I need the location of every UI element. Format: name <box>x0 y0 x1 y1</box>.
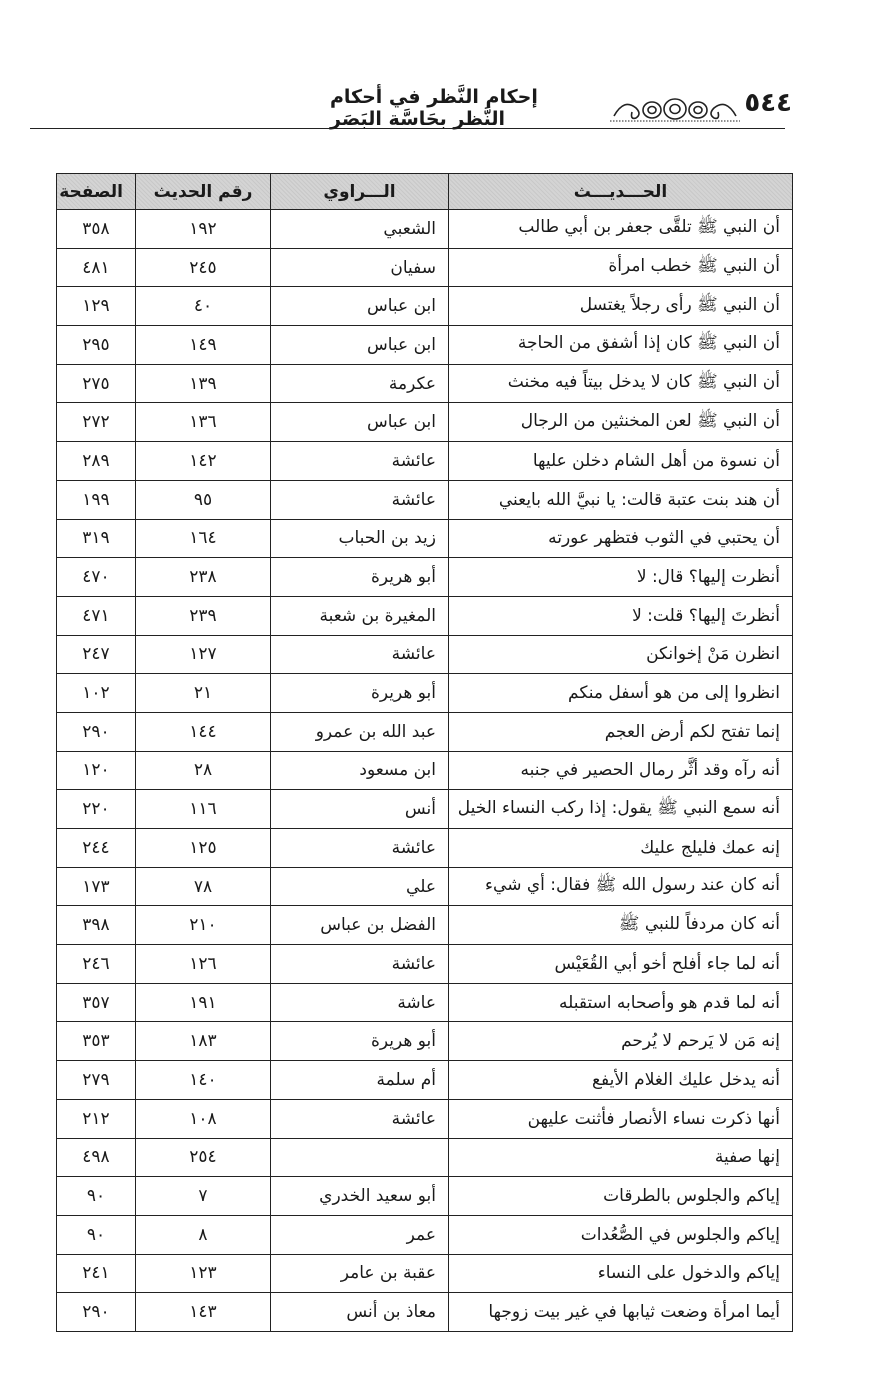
narrator: المغيرة بن شعبة <box>271 596 449 635</box>
running-title: إحكام النَّظر في أحكام النَّظر بحَاسَّة البَصَر <box>330 86 538 130</box>
hadith-number: ٢٣٩ <box>136 596 271 635</box>
hadith-text: أن النبي ﷺ لعن المخنثين من الرجال <box>449 403 793 442</box>
page-number-cell: ٣٥٣ <box>57 1022 136 1061</box>
narrator: عاشة <box>271 983 449 1022</box>
page-number-cell: ٢٤١ <box>57 1254 136 1293</box>
narrator: عقبة بن عامر <box>271 1254 449 1293</box>
hadith-number: ٢٤٥ <box>136 248 271 287</box>
page-number-cell: ٤٨١ <box>57 248 136 287</box>
hadith-number: ١٢٧ <box>136 635 271 674</box>
hadith-text: أنه كان عند رسول الله ﷺ فقال: أي شيء <box>449 867 793 906</box>
table-row <box>57 442 793 481</box>
page-number-cell: ٩٠ <box>57 1177 136 1216</box>
page-number-cell: ٣١٩ <box>57 519 136 558</box>
page-number-cell: ٣٩٨ <box>57 906 136 945</box>
narrator: أبو سعيد الخدري <box>271 1177 449 1216</box>
hadith-text: إنه مَن لا يَرحم لا يُرحم <box>449 1022 793 1061</box>
table-row <box>57 1215 793 1254</box>
table-row <box>57 558 793 597</box>
hadith-text: أيما امرأة وضعت ثيابها في غير بيت زوجها <box>449 1293 793 1332</box>
narrator: معاذ بن أنس <box>271 1293 449 1332</box>
hadith-number: ١٨٣ <box>136 1022 271 1061</box>
hadith-text: أن نسوة من أهل الشام دخلن عليها <box>449 442 793 481</box>
hadith-text: أنه سمع النبي ﷺ يقول: إذا ركب النساء الخيل <box>449 790 793 829</box>
column-header-hadith-number: رقم الحديث <box>136 174 271 210</box>
page-number-cell: ٤٧٠ <box>57 558 136 597</box>
narrator: عائشة <box>271 1099 449 1138</box>
page-number-cell: ٢٩٥ <box>57 326 136 365</box>
narrator: أبو هريرة <box>271 558 449 597</box>
hadith-text: إنه عمك فليلج عليك <box>449 829 793 868</box>
narrator: أبو هريرة <box>271 674 449 713</box>
hadith-number: ٤٠ <box>136 287 271 326</box>
table-row <box>57 1138 793 1177</box>
hadith-number: ١٢٥ <box>136 829 271 868</box>
table-header-row <box>57 174 793 210</box>
hadith-text: انظروا إلى من هو أسفل منكم <box>449 674 793 713</box>
table-row <box>57 596 793 635</box>
hadith-text: أن النبي ﷺ كان لا يدخل بيتاً فيه مخنث <box>449 364 793 403</box>
hadith-number: ١٩٢ <box>136 210 271 249</box>
table-row <box>57 983 793 1022</box>
narrator: سفيان <box>271 248 449 287</box>
table-row <box>57 1022 793 1061</box>
hadith-text: أن هند بنت عتبة قالت: يا نبيَّ الله بايعني <box>449 480 793 519</box>
column-header-rawi: الـــراوي <box>271 174 449 210</box>
hadith-text: أن يحتبي في الثوب فتظهر عورته <box>449 519 793 558</box>
table-row <box>57 790 793 829</box>
hadith-number: ١٠٨ <box>136 1099 271 1138</box>
page-number-cell: ٢٩٠ <box>57 712 136 751</box>
hadith-number: ٢٣٨ <box>136 558 271 597</box>
narrator: ابن عباس <box>271 326 449 365</box>
page-number-cell: ٢٨٩ <box>57 442 136 481</box>
table-row <box>57 1254 793 1293</box>
hadith-number: ١٤٢ <box>136 442 271 481</box>
column-header-hadith: الحـــديـــث <box>449 174 793 210</box>
table-row <box>57 1293 793 1332</box>
page-number-cell: ٤٩٨ <box>57 1138 136 1177</box>
page-number-cell: ١٧٣ <box>57 867 136 906</box>
hadith-text: أنها ذكرت نساء الأنصار فأثنت عليهن <box>449 1099 793 1138</box>
hadith-text: إياكم والجلوس في الصُّعُدات <box>449 1215 793 1254</box>
table-row <box>57 712 793 751</box>
hadith-text: إنما تفتح لكم أرض العجم <box>449 712 793 751</box>
hadith-text: أنه يدخل عليك الغلام الأيفع <box>449 1061 793 1100</box>
hadith-number: ٩٥ <box>136 480 271 519</box>
hadith-index-table <box>56 173 793 1332</box>
hadith-text: أنه رآه وقد أثَّر رمال الحصير في جنبه <box>449 751 793 790</box>
page-number-cell: ٢١٢ <box>57 1099 136 1138</box>
header-rule <box>30 128 785 129</box>
page-number-cell: ٢٩٠ <box>57 1293 136 1332</box>
hadith-number: ١٣٩ <box>136 364 271 403</box>
hadith-text: إياكم والجلوس بالطرقات <box>449 1177 793 1216</box>
hadith-number: ١٢٣ <box>136 1254 271 1293</box>
hadith-text: انظرن مَنْ إخوانكن <box>449 635 793 674</box>
table-row <box>57 906 793 945</box>
hadith-number: ٢١٠ <box>136 906 271 945</box>
hadith-number: ١٤٩ <box>136 326 271 365</box>
table-row <box>57 829 793 868</box>
table-row <box>57 519 793 558</box>
narrator: ابن عباس <box>271 403 449 442</box>
page-number-cell: ١٢٠ <box>57 751 136 790</box>
page-number-cell: ٩٠ <box>57 1215 136 1254</box>
hadith-number: ١٣٦ <box>136 403 271 442</box>
hadith-text: أنه لما جاء أفلح أخو أبي القُعَيْس <box>449 945 793 984</box>
table-row <box>57 674 793 713</box>
hadith-number: ٧ <box>136 1177 271 1216</box>
narrator: عائشة <box>271 635 449 674</box>
hadith-number: ١٤٤ <box>136 712 271 751</box>
narrator: عبد الله بن عمرو <box>271 712 449 751</box>
narrator: أبو هريرة <box>271 1022 449 1061</box>
narrator: عائشة <box>271 945 449 984</box>
page-number-cell: ٢٧٩ <box>57 1061 136 1100</box>
page-number-cell: ١٢٩ <box>57 287 136 326</box>
hadith-number: ١٦٤ <box>136 519 271 558</box>
hadith-text: أنه لما قدم هو وأصحابه استقبله <box>449 983 793 1022</box>
page-number-cell: ٢٧٢ <box>57 403 136 442</box>
page-number-cell: ٢٧٥ <box>57 364 136 403</box>
page-number: ٥٤٤ <box>744 88 792 118</box>
narrator: أم سلمة <box>271 1061 449 1100</box>
header-ornament-icon <box>610 94 740 124</box>
hadith-text: أن النبي ﷺ تلقَّى جعفر بن أبي طالب <box>449 210 793 249</box>
narrator: ابن عباس <box>271 287 449 326</box>
page-header <box>0 0 892 140</box>
hadith-number: ١١٦ <box>136 790 271 829</box>
narrator: عمر <box>271 1215 449 1254</box>
table-row <box>57 326 793 365</box>
narrator: ابن مسعود <box>271 751 449 790</box>
column-header-page: الصفحة <box>57 174 136 210</box>
table-row <box>57 945 793 984</box>
hadith-number: ٧٨ <box>136 867 271 906</box>
narrator: الفضل بن عباس <box>271 906 449 945</box>
narrator: زيد بن الحباب <box>271 519 449 558</box>
page-number-cell: ٤٧١ <box>57 596 136 635</box>
narrator: عائشة <box>271 480 449 519</box>
table-row <box>57 1177 793 1216</box>
narrator <box>271 1138 449 1177</box>
narrator: الشعبي <box>271 210 449 249</box>
table-row <box>57 751 793 790</box>
narrator: عائشة <box>271 442 449 481</box>
table-row <box>57 403 793 442</box>
page-number-cell: ٢٤٤ <box>57 829 136 868</box>
page-number-cell: ٢٢٠ <box>57 790 136 829</box>
hadith-number: ١٩١ <box>136 983 271 1022</box>
hadith-text: أنظرتَ إليها؟ قلت: لا <box>449 596 793 635</box>
page-number-cell: ١٠٢ <box>57 674 136 713</box>
hadith-text: أن النبي ﷺ خطب امرأة <box>449 248 793 287</box>
narrator: عائشة <box>271 829 449 868</box>
page-number-cell: ٣٥٧ <box>57 983 136 1022</box>
hadith-number: ٢٥٤ <box>136 1138 271 1177</box>
table-row <box>57 1061 793 1100</box>
table-row <box>57 364 793 403</box>
hadith-number: ١٢٦ <box>136 945 271 984</box>
table-row <box>57 248 793 287</box>
hadith-text: أن النبي ﷺ كان إذا أشفق من الحاجة <box>449 326 793 365</box>
narrator: عكرمة <box>271 364 449 403</box>
page-number-cell: ١٩٩ <box>57 480 136 519</box>
page-number-cell: ٣٥٨ <box>57 210 136 249</box>
table-row <box>57 1099 793 1138</box>
narrator: أنس <box>271 790 449 829</box>
page-number-cell: ٢٤٦ <box>57 945 136 984</box>
table-row <box>57 867 793 906</box>
hadith-text: إنها صفية <box>449 1138 793 1177</box>
hadith-number: ٢١ <box>136 674 271 713</box>
narrator: علي <box>271 867 449 906</box>
hadith-number: ١٤٠ <box>136 1061 271 1100</box>
table-row <box>57 635 793 674</box>
hadith-text: إياكم والدخول على النساء <box>449 1254 793 1293</box>
hadith-number: ٢٨ <box>136 751 271 790</box>
page-number-cell: ٢٤٧ <box>57 635 136 674</box>
hadith-text: أنه كان مردفاً للنبي ﷺ <box>449 906 793 945</box>
hadith-number: ٨ <box>136 1215 271 1254</box>
table-row <box>57 480 793 519</box>
hadith-number: ١٤٣ <box>136 1293 271 1332</box>
hadith-text: أنظرت إليها؟ قال: لا <box>449 558 793 597</box>
table-row <box>57 287 793 326</box>
table-row <box>57 210 793 249</box>
hadith-text: أن النبي ﷺ رأى رجلاً يغتسل <box>449 287 793 326</box>
